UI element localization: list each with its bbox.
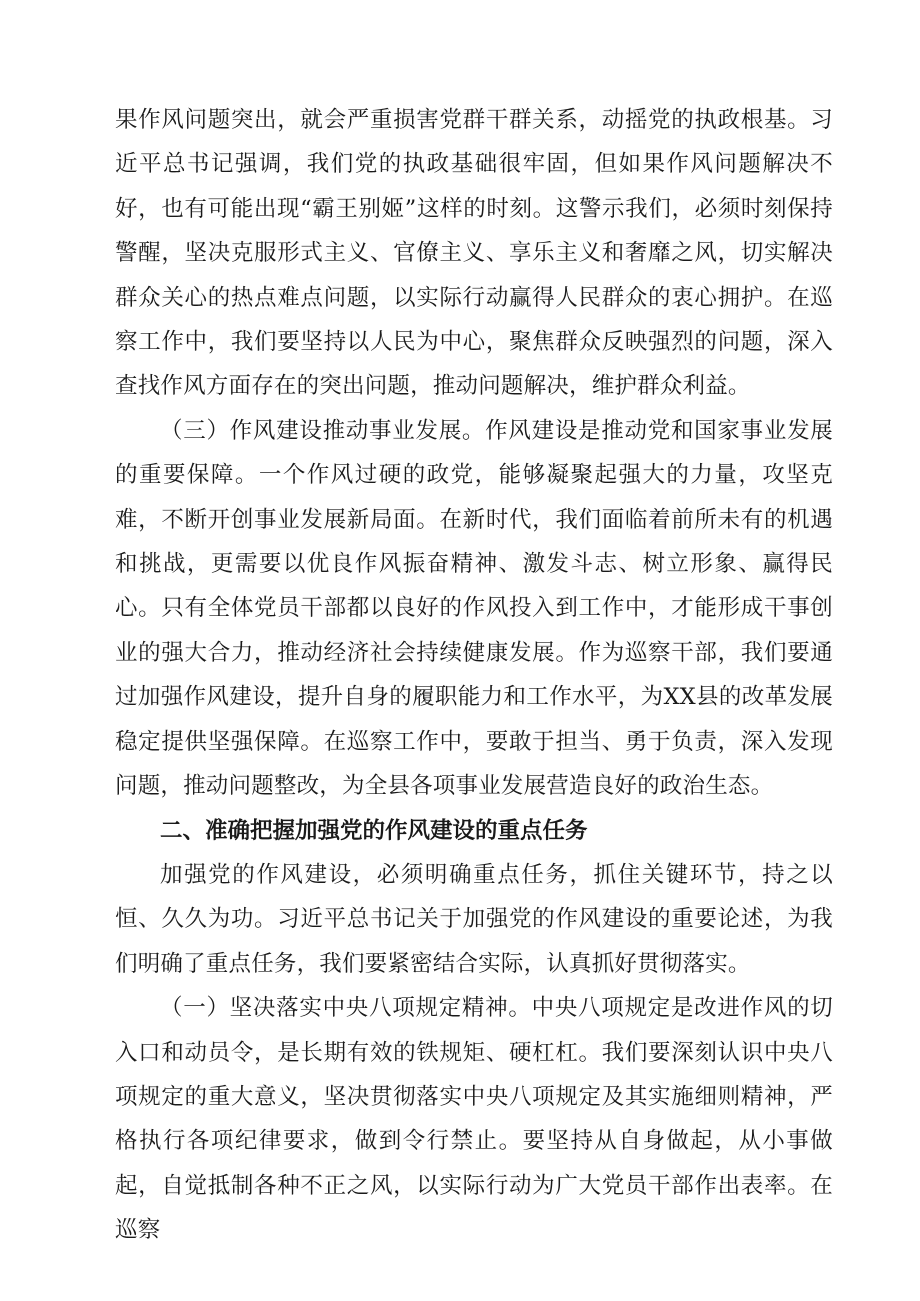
paragraph-4: （一）坚决落实中央八项规定精神。中央八项规定是改进作风的切入口和动员令，是长期有效的铁规矩、硬杠杠。我们要深刻认识中央八项规定的重大意义，坚决贯彻落实中央八项规定及其实施细则精神，严格执行各项纪律要求，做到令行禁止。要坚持从自身做起，从小事做起，自觉抵制各种不正之风，以实际行动为广大党员干部作出表率。在巡察 [115, 995, 833, 1244]
section-heading: 二、准确把握加强党的作风建设的重点任务 [160, 817, 588, 844]
paragraph-3: 加强党的作风建设，必须明确重点任务，抓住关键环节，持之以恒、久久为功。习近平总书记关于加强党的作风建设的重要论述，为我们明确了重点任务，我们要紧密结合实际，认真抓好贯彻落实。 [115, 861, 833, 977]
paragraph-1: 果作风问题突出，就会严重损害党群干群关系，动摇党的执政根基。习近平总书记强调，我们党的执政基础很牢固，但如果作风问题解决不好，也有可能出现“霸王别姬”这样的时刻。这警示我们，必须时刻保持警醒，坚决克服形式主义、官僚主义、享乐主义和奢靡之风，切实解决群众关心的热点难点问题，以实际行动赢得人民群众的衷心拥护。在巡察工作中，我们要坚持以人民为中心，聚焦群众反映强烈的问题，深入查找作风方面存在的突出问题，推动问题解决，维护群众利益。 [115, 107, 833, 400]
document-page [115, 98, 833, 1253]
paragraph-2: （三）作风建设推动事业发展。作风建设是推动党和国家事业发展的重要保障。一个作风过硬的政党，能够凝聚起强大的力量，攻坚克难，不断开创事业发展新局面。在新时代，我们面临着前所未有的机遇和挑战，更需要以优良作风振奋精神、激发斗志、树立形象、赢得民心。只有全体党员干部都以良好的作风投入到工作中，才能形成干事创业的强大合力，推动经济社会持续健康发展。作为巡察干部，我们要通过加强作风建设，提升自身的履职能力和工作水平，为XX县的改革发展稳定提供坚强保障。在巡察工作中，要敢于担当、勇于负责，深入发现问题，推动问题整改，为全县各项事业发展营造良好的政治生态。 [115, 417, 833, 800]
